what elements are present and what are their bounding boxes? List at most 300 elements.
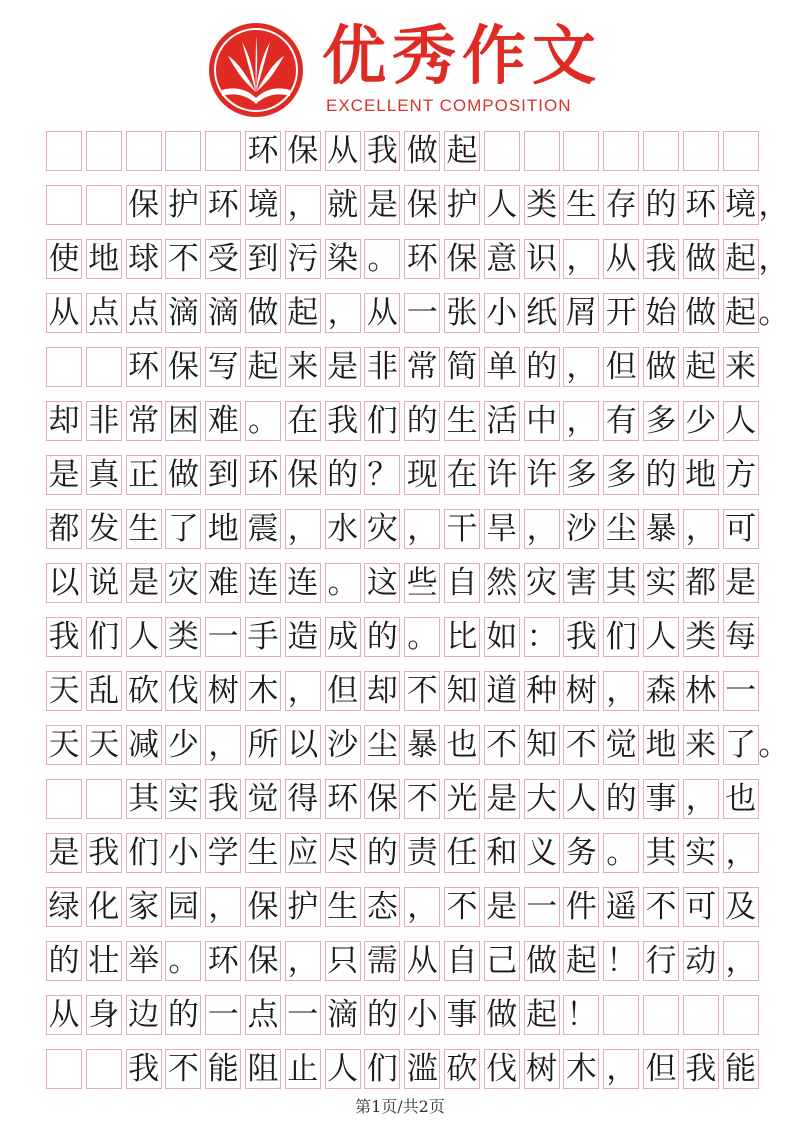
grid-cell: 滴 [205,293,241,333]
grid-cell: 可 [723,509,759,549]
grid-cell: 知 [524,725,560,765]
grid-cell: 行 [643,941,679,981]
grid-cell [165,131,201,171]
grid-cell: 种 [524,671,560,711]
grid-cell: 木 [563,1049,599,1089]
grid-cell: 以 [285,725,321,765]
grid-cell: 的 [643,455,679,495]
grid-cell: 绿 [46,887,82,927]
grid-cell [723,995,759,1035]
grid-cell: 们 [364,401,400,441]
grid-cell: 知 [444,671,480,711]
grid-cell: 一 [723,671,759,711]
grid-cell: 干 [444,509,480,549]
essay-row [46,671,764,725]
grid-cell [126,131,162,171]
grid-cell: 从 [46,293,82,333]
page-indicator: 第1页/共2页 [355,1097,445,1116]
grid-cell: 护 [165,185,201,225]
essay-row [46,401,764,455]
grid-cell [484,131,520,171]
grid-cell: 们 [126,833,162,873]
grid-cell: 小 [165,833,201,873]
grid-cell: 境 [723,185,759,225]
grid-cell: 起 [683,347,719,387]
grid-cell: 活 [484,401,520,441]
grid-cell: 做 [643,347,679,387]
grid-cell: 天 [46,725,82,765]
grid-cell: 。 [364,239,400,279]
grid-cell: ， [683,779,719,819]
grid-cell: 起 [563,941,599,981]
grid-cell: 小 [404,995,440,1035]
grid-cell: 止 [285,1049,321,1089]
grid-cell: 不 [484,725,520,765]
grid-cell: 了 [165,509,201,549]
grid-cell: 砍 [444,1049,480,1089]
grid-cell: 保 [245,887,281,927]
grid-cell: ？ [364,455,400,495]
grid-cell: 生 [245,833,281,873]
grid-cell: 正 [126,455,162,495]
grid-cell: 树 [524,1049,560,1089]
grid-cell: 存 [603,185,639,225]
grid-cell: 学 [205,833,241,873]
grid-cell: 起 [245,347,281,387]
essay-row [46,887,764,941]
grid-cell: 少 [165,725,201,765]
grid-cell: 保 [245,941,281,981]
overflow-punctuation: 。 [758,726,790,763]
grid-cell [46,131,82,171]
grid-cell: 生 [325,887,361,927]
grid-cell: 不 [165,239,201,279]
grid-cell: 环 [205,941,241,981]
grid-cell: 些 [404,563,440,603]
grid-cell: 道 [484,671,520,711]
grid-cell: 灾 [364,509,400,549]
essay-row [46,779,764,833]
grid-cell: 义 [524,833,560,873]
grid-cell: 球 [126,239,162,279]
grid-cell: 环 [683,185,719,225]
grid-cell: 但 [643,1049,679,1089]
essay-row [46,293,790,347]
grid-cell: 灾 [165,563,201,603]
grid-cell [643,995,679,1035]
grid-cell: 护 [285,887,321,927]
grid-cell: 。 [603,833,639,873]
grid-cell: 木 [245,671,281,711]
grid-cell: 如 [484,617,520,657]
grid-cell: 水 [325,509,361,549]
grid-cell: 是 [46,833,82,873]
grid-cell: 滴 [165,293,201,333]
grid-cell: 受 [205,239,241,279]
grid-cell: 每 [723,617,759,657]
grid-cell: 的 [643,185,679,225]
grid-cell: 环 [245,131,281,171]
grid-cell: 少 [683,401,719,441]
grid-cell: 是 [46,455,82,495]
grid-cell: 然 [484,563,520,603]
grid-cell: ， [683,509,719,549]
grid-cell: 成 [325,617,361,657]
grid-cell: 人 [126,617,162,657]
grid-cell: ， [404,887,440,927]
grid-cell: 的 [325,455,361,495]
grid-cell: 是 [723,563,759,603]
grid-cell: ， [563,401,599,441]
grid-cell: 连 [285,563,321,603]
grid-cell: 的 [364,995,400,1035]
grid-cell: 做 [683,293,719,333]
grid-cell: 我 [126,1049,162,1089]
grid-cell: 不 [165,1049,201,1089]
grid-cell: ， [404,509,440,549]
grid-cell: 壮 [86,941,122,981]
grid-cell: 在 [285,401,321,441]
grid-cell: 从 [404,941,440,981]
grid-cell: 有 [603,401,639,441]
grid-cell: 是 [364,185,400,225]
grid-cell: ， [603,671,639,711]
grid-cell: 生 [126,509,162,549]
grid-cell: 是 [126,563,162,603]
grid-cell: 暴 [643,509,679,549]
grid-cell: 生 [444,401,480,441]
grid-cell: 意 [484,239,520,279]
grid-cell: 许 [524,455,560,495]
grid-cell: 阻 [245,1049,281,1089]
grid-cell: 张 [444,293,480,333]
grid-cell: 点 [86,293,122,333]
grid-cell: 应 [285,833,321,873]
grid-cell: 树 [563,671,599,711]
grid-cell: 我 [205,779,241,819]
brand-subtitle: EXCELLENT COMPOSITION [326,96,572,115]
grid-cell: 沙 [325,725,361,765]
grid-cell: 困 [165,401,201,441]
grid-cell: 暴 [404,725,440,765]
grid-cell: 从 [364,293,400,333]
grid-cell: 边 [126,995,162,1035]
grid-cell: 染 [325,239,361,279]
brand-title: 优秀作文 [322,20,602,94]
grid-cell: 都 [683,563,719,603]
grid-cell: 说 [86,563,122,603]
grid-cell: 写 [205,347,241,387]
grid-cell: 身 [86,995,122,1035]
grid-cell: 环 [325,779,361,819]
grid-cell: 旱 [484,509,520,549]
grid-cell: 环 [404,239,440,279]
grid-cell: 滥 [404,1049,440,1089]
grid-cell: 比 [444,617,480,657]
grid-cell: 们 [86,617,122,657]
grid-cell: 己 [484,941,520,981]
grid-cell: 在 [444,455,480,495]
grid-cell: 小 [484,293,520,333]
grid-cell [643,131,679,171]
grid-cell: 非 [364,347,400,387]
essay-row [46,617,764,671]
grid-cell: 砍 [126,671,162,711]
grid-cell: ， [205,887,241,927]
grid-cell: 但 [325,671,361,711]
grid-cell: 觉 [603,725,639,765]
grid-cell: 人 [723,401,759,441]
grid-cell [86,185,122,225]
grid-cell [723,131,759,171]
grid-cell: 保 [285,455,321,495]
grid-cell: 保 [285,131,321,171]
grid-cell [205,131,241,171]
grid-cell: 许 [484,455,520,495]
grid-cell: 地 [683,455,719,495]
grid-cell: 是 [325,347,361,387]
grid-cell: ， [603,1049,639,1089]
grid-cell: 起 [723,239,759,279]
grid-cell: 却 [364,671,400,711]
grid-cell: 保 [444,239,480,279]
grid-cell: 人 [643,617,679,657]
grid-cell: 来 [683,725,719,765]
grid-cell: ， [285,509,321,549]
grid-cell: 人 [563,779,599,819]
grid-cell: ！ [563,995,599,1035]
grid-cell: 实 [643,563,679,603]
grid-cell: 的 [603,779,639,819]
grid-cell: 也 [444,725,480,765]
grid-cell: 我 [86,833,122,873]
grid-cell [683,995,719,1035]
grid-cell: 纸 [524,293,560,333]
grid-cell: 但 [603,347,639,387]
grid-cell: 务 [563,833,599,873]
grid-cell: 起 [723,293,759,333]
grid-cell: 。 [404,617,440,657]
grid-cell: 的 [165,995,201,1035]
grid-cell: 使 [46,239,82,279]
essay-row [46,563,764,617]
grid-cell: 难 [205,563,241,603]
grid-cell: 以 [46,563,82,603]
grid-cell: 觉 [245,779,281,819]
grid-cell: 。 [245,401,281,441]
grid-cell: 事 [643,779,679,819]
grid-cell: 一 [285,995,321,1035]
grid-cell: 做 [245,293,281,333]
essay-row [46,833,764,887]
grid-cell: ， [205,725,241,765]
essay-grid [46,131,790,1103]
grid-cell: 灾 [524,563,560,603]
grid-cell: 森 [643,671,679,711]
grid-cell: 态 [364,887,400,927]
grid-cell: 保 [126,185,162,225]
header [0,0,800,130]
overflow-punctuation: 。 [758,294,790,331]
grid-cell: 实 [165,779,201,819]
grid-cell: 开 [603,293,639,333]
grid-cell: 的 [364,617,400,657]
grid-cell: 来 [285,347,321,387]
grid-cell [603,995,639,1035]
grid-cell: 害 [563,563,599,603]
grid-cell: 们 [364,1049,400,1089]
grid-cell: 沙 [563,509,599,549]
grid-cell: 一 [524,887,560,927]
grid-cell [46,1049,82,1089]
grid-cell: 类 [524,185,560,225]
grid-cell: 保 [364,779,400,819]
grid-cell: 林 [683,671,719,711]
grid-cell: 非 [86,401,122,441]
grid-cell: 自 [444,563,480,603]
grid-cell: 中 [524,401,560,441]
grid-cell: 能 [205,1049,241,1089]
grid-cell: 识 [524,239,560,279]
grid-cell: 现 [404,455,440,495]
grid-cell: 其 [603,563,639,603]
grid-cell: 不 [643,887,679,927]
book-plant-logo-icon [206,20,306,120]
grid-cell: 保 [165,347,201,387]
grid-cell: 伐 [484,1049,520,1089]
grid-cell: 环 [245,455,281,495]
grid-cell: 的 [46,941,82,981]
grid-cell: 方 [723,455,759,495]
grid-cell: 我 [643,239,679,279]
grid-cell: 实 [683,833,719,873]
grid-cell: ， [285,185,321,225]
grid-cell: 到 [245,239,281,279]
grid-cell: 所 [245,725,281,765]
grid-cell: 需 [364,941,400,981]
grid-cell: 发 [86,509,122,549]
essay-row [46,131,764,185]
grid-cell: 也 [723,779,759,819]
grid-cell: 连 [245,563,281,603]
grid-cell: 人 [325,1049,361,1089]
grid-cell: 做 [404,131,440,171]
grid-cell: 震 [245,509,281,549]
grid-cell: 了 [723,725,759,765]
grid-cell: ， [524,509,560,549]
grid-cell: 环 [205,185,241,225]
grid-cell: 乱 [86,671,122,711]
grid-cell: 大 [524,779,560,819]
grid-cell: 从 [325,131,361,171]
grid-cell: 多 [603,455,639,495]
grid-cell: 我 [563,617,599,657]
grid-cell: 人 [484,185,520,225]
grid-cell [683,131,719,171]
grid-cell: 动 [683,941,719,981]
grid-cell: 就 [325,185,361,225]
grid-cell: ， [723,833,759,873]
grid-cell: 树 [205,671,241,711]
grid-cell: 生 [563,185,599,225]
grid-cell: 的 [364,833,400,873]
grid-cell: 尘 [603,509,639,549]
grid-cell: 到 [205,455,241,495]
grid-cell: 只 [325,941,361,981]
grid-cell: 不 [563,725,599,765]
grid-cell: 常 [404,347,440,387]
grid-cell: 自 [444,941,480,981]
overflow-punctuation: ， [758,240,790,277]
grid-cell: 单 [484,347,520,387]
grid-cell: 地 [86,239,122,279]
grid-cell: 常 [126,401,162,441]
essay-row [46,239,790,293]
grid-cell: 我 [46,617,82,657]
grid-cell: ， [285,671,321,711]
grid-cell: 的 [524,347,560,387]
grid-cell: ： [524,617,560,657]
grid-cell: 不 [404,779,440,819]
grid-cell: 家 [126,887,162,927]
grid-cell: 是 [484,887,520,927]
grid-cell: 件 [563,887,599,927]
grid-cell: 是 [484,779,520,819]
grid-cell: 从 [46,995,82,1035]
grid-cell: 境 [245,185,281,225]
grid-cell: 其 [126,779,162,819]
grid-cell: 造 [285,617,321,657]
essay-row [46,995,764,1049]
grid-cell [603,131,639,171]
grid-cell: 一 [205,995,241,1035]
grid-cell: ， [563,239,599,279]
grid-cell: 环 [126,347,162,387]
grid-cell: 能 [723,1049,759,1089]
grid-cell: 。 [325,563,361,603]
grid-cell: ， [563,347,599,387]
essay-row [46,509,764,563]
grid-cell [524,131,560,171]
grid-cell [46,185,82,225]
grid-cell: 责 [404,833,440,873]
grid-cell: 举 [126,941,162,981]
grid-cell: 任 [444,833,480,873]
grid-cell: 点 [245,995,281,1035]
grid-cell: 减 [126,725,162,765]
essay-row [46,347,764,401]
essay-row [46,941,764,995]
grid-cell: 们 [603,617,639,657]
grid-cell: 多 [643,401,679,441]
grid-cell: 做 [165,455,201,495]
grid-cell: ， [723,941,759,981]
grid-cell: 类 [683,617,719,657]
grid-cell: 我 [364,131,400,171]
grid-cell: 得 [285,779,321,819]
grid-cell: 天 [46,671,82,711]
grid-cell: 点 [126,293,162,333]
grid-cell: 地 [643,725,679,765]
grid-cell: 来 [723,347,759,387]
grid-cell: 地 [205,509,241,549]
grid-cell: ， [325,293,361,333]
grid-cell: 真 [86,455,122,495]
grid-cell: 污 [285,239,321,279]
grid-cell: 不 [404,671,440,711]
grid-cell: 可 [683,887,719,927]
grid-cell [46,779,82,819]
